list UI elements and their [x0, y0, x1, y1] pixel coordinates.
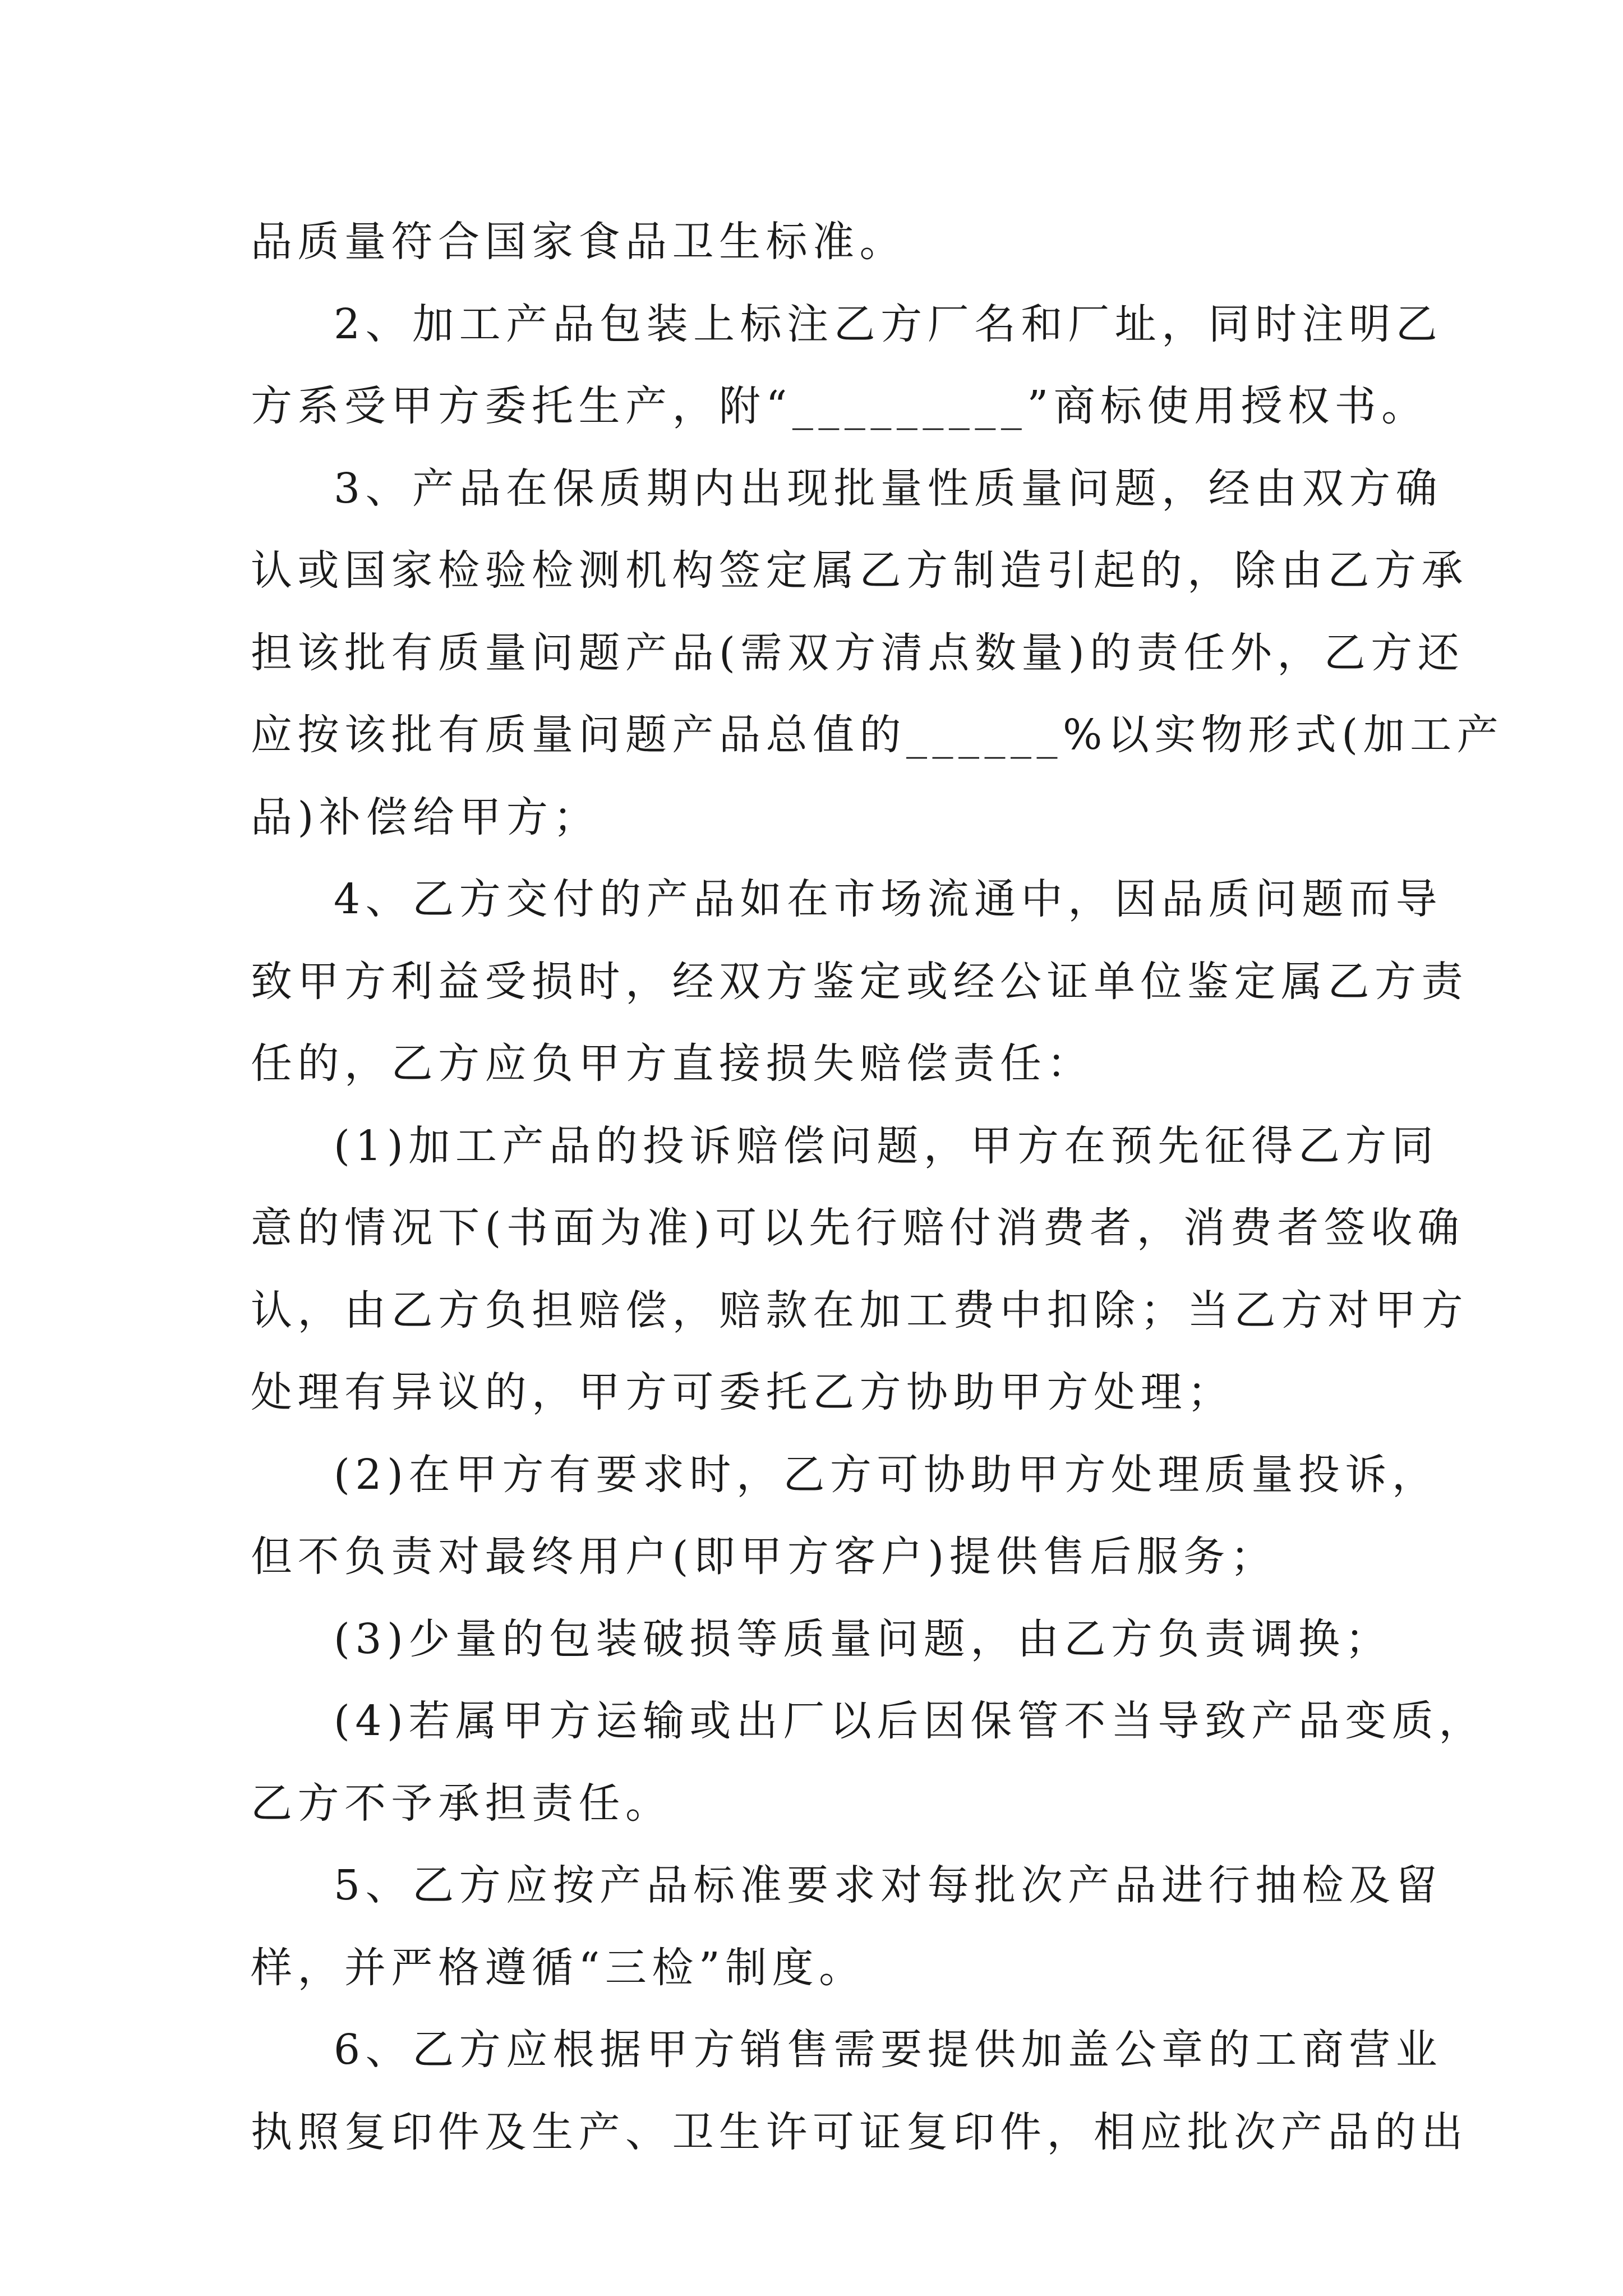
text-line: (2)在甲方有要求时，乙方可协助甲方处理质量投诉，	[334, 1450, 1439, 1499]
text-line: 5、乙方应按产品标准要求对每批次产品进行抽检及留	[334, 1861, 1443, 1910]
text-line: 品)补偿给甲方；	[251, 793, 600, 841]
text-line: 任的，乙方应负甲方直接损失赔偿责任：	[251, 1039, 1094, 1088]
text-line: 品质量符合国家食品卫生标准。	[251, 218, 906, 266]
text-line: 2、加工产品包装上标注乙方厂名和厂址，同时注明乙	[334, 300, 1443, 348]
text-line: 认，由乙方负担赔偿，赔款在加工费中扣除；当乙方对甲方	[251, 1286, 1468, 1335]
text-line: 方系受甲方委托生产，附“_________”商标使用授权书。	[251, 382, 1428, 430]
text-line: (3)少量的包装破损等质量问题，由乙方负责调换；	[334, 1614, 1392, 1663]
text-line: 执照复印件及生产、卫生许可证复印件，相应批次产品的出	[251, 2108, 1468, 2156]
text-line: 样，并严格遵循“三检”制度。	[251, 1943, 866, 1992]
text-line: (1)加工产品的投诉赔偿问题，甲方在预先征得乙方同	[334, 1121, 1439, 1170]
text-line: 认或国家检验检测机构签定属乙方制造引起的，除由乙方承	[251, 546, 1468, 595]
text-line: 3、产品在保质期内出现批量性质量问题，经由双方确	[334, 464, 1443, 513]
text-line: (4)若属甲方运输或出厂以后因保管不当导致产品变质，	[334, 1697, 1486, 1745]
text-line: 处理有异议的，甲方可委托乙方协助甲方处理；	[251, 1368, 1234, 1416]
text-line: 但不负责对最终用户(即甲方客户)提供售后服务；	[251, 1533, 1278, 1581]
text-line: 致甲方利益受损时，经双方鉴定或经公证单位鉴定属乙方责	[251, 957, 1468, 1006]
text-line: 乙方不予承担责任。	[251, 1779, 672, 1828]
text-line: 6、乙方应根据甲方销售需要提供加盖公章的工商营业	[334, 2026, 1443, 2074]
text-line: 意的情况下(书面为准)可以先行赔付消费者，消费者签收确	[251, 1204, 1465, 1252]
document-body	[251, 201, 1504, 2173]
text-line: 担该批有质量问题产品(需双方清点数量)的责任外，乙方还	[251, 628, 1465, 677]
text-line: 4、乙方交付的产品如在市场流通中，因品质问题而导	[334, 875, 1443, 923]
text-line: 应按该批有质量问题产品总值的______%以实物形式(加工产	[251, 711, 1504, 759]
